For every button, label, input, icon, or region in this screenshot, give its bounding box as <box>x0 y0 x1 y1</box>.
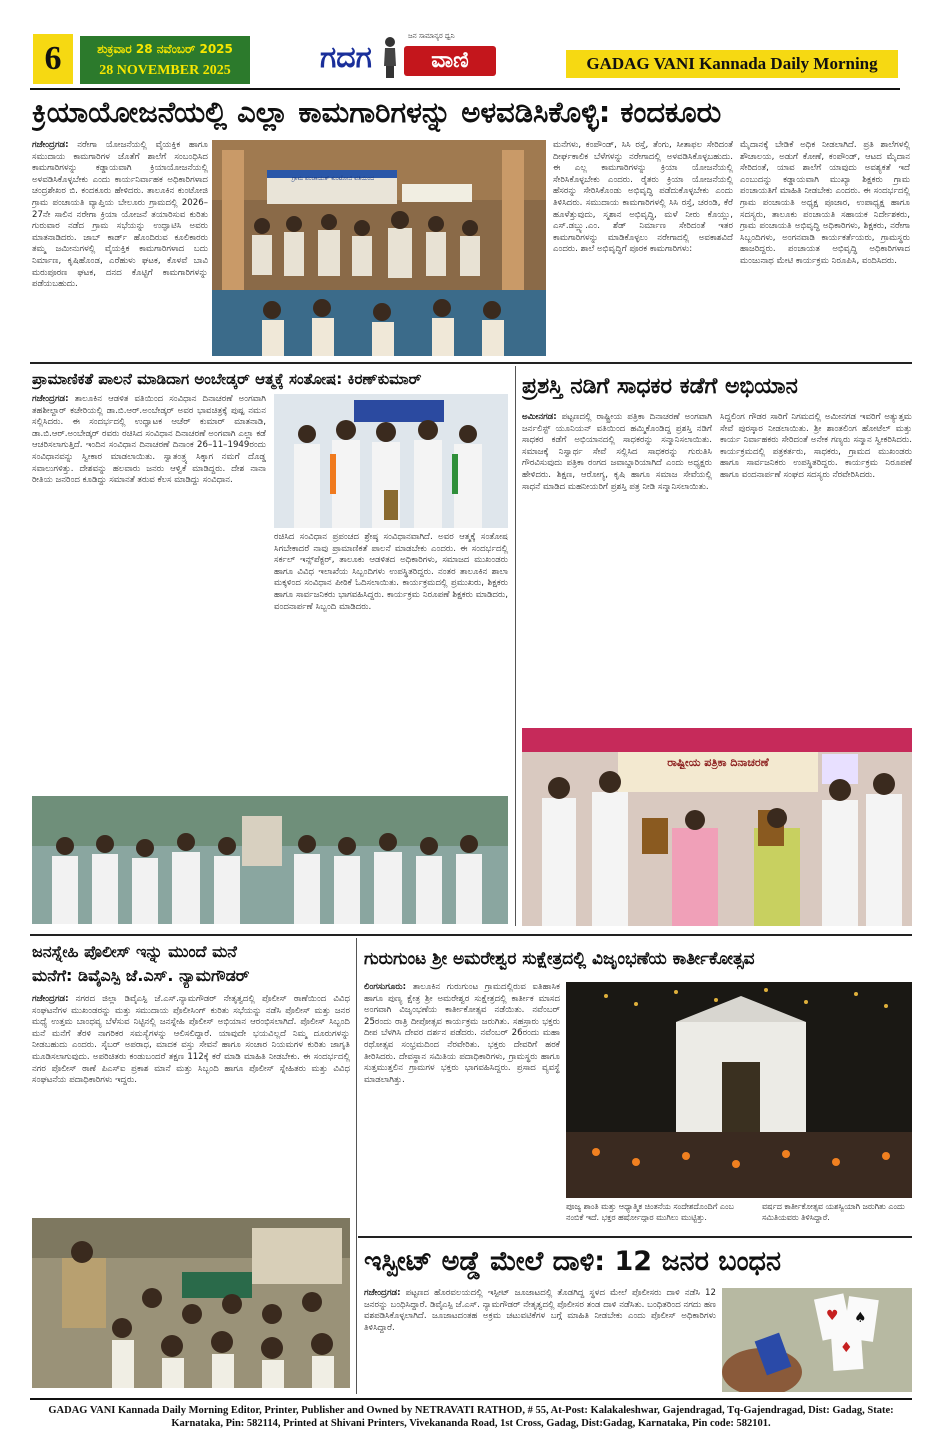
story5-headline: ಗುರುಗುಂಟ ಶ್ರೀ ಅಮರೇಶ್ವರ ಸುಕ್ಷೇತ್ರದಲ್ಲಿ ವಿಜೃಂಭಣೆಯ ಕಾರ್ತೀಕೋತ್ಸವ <box>364 949 755 969</box>
footer-line-1: GADAG VANI Kannada Daily Morning Editor, Printer, Publisher and Owned by NETRAVATI RATHOD, # 55, At-Post: Kalakaleshwar, Gajendragad, Tq-Gajendragad, Dist: Gadag, State: <box>48 1405 894 1416</box>
story2-column-1 <box>32 394 266 790</box>
story3-photo <box>522 728 912 926</box>
meeting-photo-illustration <box>212 140 546 356</box>
date-box <box>80 36 250 84</box>
statue-emblem-icon <box>378 34 402 78</box>
story2-photo-1 <box>274 394 508 528</box>
logo-tagline: ಜನ ಸಾಮಾನ್ಯರ ಧ್ವನಿ <box>408 32 455 40</box>
temple-festival-photo <box>566 982 912 1198</box>
story5-photo <box>566 982 912 1198</box>
story1-photo-banner: ಗ್ರಾಮ ಪಂಚಾಯತ್ ಕುಂಟೋಜಿ ವತಿಯಿಂದ <box>291 175 375 182</box>
footer-line-2: Karnataka, Pin: 582114, Printed at Shivani Printers, Vivekananda Road, 1st Cross, Gadag, Dist:Gadag, Karnataka, Pin code: 582101. <box>171 1418 771 1429</box>
logo-text-1: ಗದಗ <box>320 40 372 75</box>
story4-text: ನಗರದ ಜಿಲ್ಲಾ ಡಿವೈಎಸ್ಪಿ ಜೆ.ಎಸ್.ನ್ಯಾಮಗೌಡರ್ ನೇತೃತ್ವದಲ್ಲಿ ಪೊಲೀಸ್ ಠಾಣೆಯಿಂದ ವಿವಿಧ ಸಂಘಟನೆಗಳ ಮುಖಂಡರನ್ನು ಮತ್ತು ಸಮುದಾಯ ಪೊಲೀಸಿಂಗ್ ಕುರಿತು ಸಭೆಯನ್ನು ನಡೆಸಿ ಪೊಲೀಸ್ ಮತ್ತು ಜನರ ಮಧ್ಯೆ ಉತ್ತಮ ಬಾಂಧವ್ಯ ಬೆಳೆಸುವ ನಿಟ್ಟಿನಲ್ಲಿ ಜನಸ್ನೇಹಿ ಪೊಲೀಸ್ ಅಭಿಯಾನ ಆರಂಭಿಸಲಾಗಿದೆ. ಪೊಲೀಸ್ ಸಿಬ್ಬಂದಿ ಮನೆ ಮನೆಗೆ ತೆರಳಿ ನಾಗರಿಕರ ಸಮಸ್ಯೆಗಳನ್ನು ಆಲಿಸಲಿದ್ದಾರೆ. ಯಾವುದೇ ಭಯವಿಲ್ಲದೆ ನಿಮ್ಮ ದೂರುಗಳನ್ನು ನೀಡಬಹುದು ಎಂದರು. ಸೈಬರ್ ಅಪರಾಧ, ಮಾದಕ ವಸ್ತು ಸೇವನೆ ಹಾಗೂ ಸಂಚಾರ ನಿಯಮಗಳ ಕುರಿತು ಜಾಗೃತಿ ಮೂಡಿಸಲಾಗುವುದು. ಅಪರಿಚಿತರು ಕಂಡುಬಂದರೆ ತಕ್ಷಣ 112ಕ್ಕೆ ಕರೆ ಮಾಡಿ ಮಾಹಿತಿ ನೀಡಬೇಕು. ಈ ಸಂದರ್ಭದಲ್ಲಿ ನಗರ ಪೊಲೀಸ್ ಠಾಣೆ ಪಿಎಸ್ಐ ಪ್ರಕಾಶ ಮಾನೆ ಮತ್ತು ಸಿಬ್ಬಂದಿ ಹಾಗೂ ಪೊಲೀಸ್ ಸ್ನೇಹಿತರು ಮತ್ತು ವಿವಿಧ ಸಂಘಟನೆಯ ಪದಾಧಿಕಾರಿಗಳು ಇದ್ದರು. <box>32 994 350 1086</box>
story5-text: ತಾಲೂಕಿನ ಗುರುಗುಂಟ ಗ್ರಾಮದಲ್ಲಿರುವ ಐತಿಹಾಸಿಕ ಹಾಗೂ ಪುಣ್ಯ ಕ್ಷೇತ್ರ ಶ್ರೀ ಅಮರೇಶ್ವರ ಸುಕ್ಷೇತ್ರದಲ್ಲಿ ಕಾರ್ತೀಕ ಮಾಸದ ಅಂಗವಾಗಿ ವಿಜೃಂಭಣೆಯ ಕಾರ್ತೀಕೋತ್ಸವ ನಡೆಯಿತು. ನವೆಂಬರ್ 25ರಂದು ರಾತ್ರಿ ದೀಪೋತ್ಸವ ಕಾರ್ಯಕ್ರಮ ಜರುಗಿತು. ಸಹಸ್ರಾರು ಭಕ್ತರು ದೀಪ ಬೆಳಗಿಸಿ ದೇವರ ದರ್ಶನ ಪಡೆದರು. ನವೆಂಬರ್ 26ರಂದು ಮಹಾ ರಥೋತ್ಸವ ಸಂಭ್ರಮದಿಂದ ನೆರವೇರಿತು. ಭಕ್ತರು ದೇವರಿಗೆ ಹರಕೆ ತೀರಿಸಿದರು. ದೇವಸ್ಥಾನ ಸಮಿತಿಯ ಪದಾಧಿಕಾರಿಗಳು, ಗ್ರಾಮಸ್ಥರು ಹಾಗೂ ಸುತ್ತಮುತ್ತಲಿನ ಗ್ರಾಮಗಳ ಭಕ್ತರು ಭಾಗವಹಿಸಿದ್ದರು. ಪ್ರಸಾದ ವ್ಯವಸ್ಥೆ ಮಾಡಲಾಗಿತ್ತು. <box>364 982 560 1085</box>
story4-dateline: ಗಜೇಂದ್ರಗಡ: <box>32 994 69 1004</box>
police-meeting-photo <box>32 1218 350 1388</box>
story6-dateline: ಗಜೇಂದ್ರಗಡ: <box>364 1288 401 1298</box>
story5-body <box>364 982 560 1226</box>
story3-column-2: ಸಿದ್ದಲಿಂಗ ಗೌಡರ ಸಾರಿಗೆ ನಿಗಮದಲ್ಲಿ ಅಮೀನಗಡ ಇವರಿಗೆ ಅತ್ಯುತ್ತಮ ಸೇವೆ ಪುರಸ್ಕಾರ ನೀಡಲಾಯಿತು. ಶ್ರೀ ಶಾಂತಲಿಂಗ ಹೋಟೆಲ್ ಮತ್ತು ಕಾರ್ಯ ನಿರ್ವಾಹಕರು ಸೇರಿದಂತೆ ಅನೇಕ ಗಣ್ಯರು ಸನ್ಮಾನ ಸ್ವೀಕರಿಸಿದರು. ಕಾರ್ಯಕ್ರಮದಲ್ಲಿ ಪತ್ರಕರ್ತರು, ಸಾಧಕರು, ಗ್ರಾಮದ ಮುಖಂಡರು ಹಾಗೂ ಸಾರ್ವಜನಿಕರು ಉಪಸ್ಥಿತರಿದ್ದರು. ಕಾರ್ಯಕ್ರಮ ನಿರೂಪಣೆ ಹಾಗೂ ವಂದನಾರ್ಪಣೆ ಸಂಘದ ಸದಸ್ಯರು ನೆರವೇರಿಸಿದರು. <box>720 412 912 480</box>
story5-caption-left: ಪೂಜ್ಯ ಶಾಂತಿ ಮತ್ತು ಆಧ್ಯಾತ್ಮಿಕ ಚಿಂತನೆಯ ಸಂದೇಶದೊಂದಿಗೆ ಎಂಬ ನಂಬಿಕೆ ಇದೆ. ಭಕ್ತರ ಹರ್ಷೋದ್ಗಾರ ಮುಗಿಲು ಮುಟ್ಟಿತ್ತು. <box>566 1202 734 1222</box>
section-rule-1 <box>30 362 912 364</box>
section-rule-2 <box>30 934 912 936</box>
story1-photo <box>212 140 546 356</box>
story2-text-1: ತಾಲೂಕಿನ ಆಡಳಿತ ವತಿಯಿಂದ ಸಂವಿಧಾನ ದಿನಾಚರಣೆ ಅಂಗವಾಗಿ ತಹಶೀಲ್ದಾರ್ ಕಚೇರಿಯಲ್ಲಿ ಡಾ.ಬಿ.ಆರ್.ಅಂಬೇಡ್ಕರ್ ಅವರ ಭಾವಚಿತ್ರಕ್ಕೆ ಪುಷ್ಪ ನಮನ ಸಲ್ಲಿಸಿದರು. ಈ ಸಂದರ್ಭದಲ್ಲಿ ಉದ್ಘಾಟಕ ಆಚೆರ್ ಕುಮಾರ್ ಮಾತನಾಡಿ, ಡಾ.ಬಿ.ಆರ್.ಅಂಬೇಡ್ಕರ್ ರವರು ರಚಿಸಿದ ಸಂವಿಧಾನ ದಿನಾಚರಣೆ ಅಂಗವಾಗಿ ಎಲ್ಲಾ ಕಡೆ ಆಚರಿಸಲಾಗುತ್ತಿದೆ. ಇಂದಿನ ಸಂವಿಧಾನ ದಿನಾಚರಣೆ ದಿನಾಂಕ 26–11–1949ರಂದು ಸಂವಿಧಾನವನ್ನು ಸ್ವೀಕಾರ ಮಾಡಲಾಯಿತು. ಸ್ವಾತಂತ್ರ್ಯ ಸಿಕ್ಕಾಗ ನಮಗೆ ದೊಡ್ಡ ಸವಾಲುಗಳಿತ್ತು. ದೇಶವನ್ನು ಹಲವಾರು ಜನರು ಆಳ್ವಿಕೆ ಮಾಡಿದ್ದರು. ದೇಶ ನಾನಾ ರೀತಿಯ ಜನರಿಂದ ಕೂಡಿದ್ದು ಸಮಾನತೆ ತರುವ ಕೆಲಸ ಮಾಡಿದ್ದು ಸಂವಿಧಾನ. <box>32 394 266 486</box>
story3-text-1: ಪಟ್ಟಣದಲ್ಲಿ ರಾಷ್ಟ್ರೀಯ ಪತ್ರಿಕಾ ದಿನಾಚರಣೆ ಅಂಗವಾಗಿ ಜರ್ನಲಿಸ್ಟ್ ಯೂನಿಯನ್ ವತಿಯಿಂದ ಹಮ್ಮಿಕೊಂಡಿದ್ದ ಪ್ರಶಸ್ತಿ ನಡಿಗೆ ಸಾಧಕರ ಕಡೆಗೆ ಅಭಿಯಾನದಲ್ಲಿ ಸಾಧಕರನ್ನು ಸನ್ಮಾನಿಸಲಾಯಿತು. ಸಮಾಜಕ್ಕೆ ನಿಸ್ವಾರ್ಥ ಸೇವೆ ಸಲ್ಲಿಸಿದ ಸಾಧಕರನ್ನು ಗುರುತಿಸಿ ಗೌರವಿಸುವುದು ಪತ್ರಿಕಾ ರಂಗದ ಜವಾಬ್ದಾರಿಯಾಗಿದೆ ಎಂದು ಅಧ್ಯಕ್ಷರು ಹೇಳಿದರು. ಶಿಕ್ಷಣ, ಆರೋಗ್ಯ, ಕೃಷಿ ಹಾಗೂ ಸಮಾಜ ಸೇವೆಯಲ್ಲಿ ಸಾಧನೆ ಮಾಡಿದ ಮಹನೀಯರಿಗೆ ಪ್ರಶಸ್ತಿ ಪತ್ರ ನೀಡಿ ಸನ್ಮಾನಿಸಲಾಯಿತು. <box>522 412 712 492</box>
svg-text:♦: ♦ <box>840 1340 853 1356</box>
story3-headline: ಪ್ರಶಸ್ತಿ ನಡಿಗೆ ಸಾಧಕರ ಕಡೆಗೆ ಅಭಿಯಾನ <box>522 374 798 399</box>
story5-dateline: ಲಿಂಗಸುಗೂರು: <box>364 982 407 992</box>
story2-dateline: ಗಜೇಂದ್ರಗಡ: <box>32 394 69 404</box>
column-divider-1 <box>515 366 516 926</box>
story1-column-2: ಮನೆಗಳು, ಕಂಪೌಂಡ್, ಸಿಸಿ ರಸ್ತೆ, ತೆಂಗು, ಸೀತಾಫಲ ಸೇರಿದಂತೆ ದೀರ್ಘಕಾಲಿಕ ಬೆಳೆಗಳನ್ನು ನರೇಗಾದಲ್ಲಿ ಅಳವಡಿಸಿಕೊಳ್ಳಬಹುದು. ಈ ಎಲ್ಲ ಕಾಮಗಾರಿಗಳನ್ನು ಕ್ರಿಯಾ ಯೋಜನೆಯಲ್ಲಿ ಸೇರಿಸಿಕೊಳ್ಳಬೇಕು ಎಂದರು. ರೈತರು ಕ್ರಿಯಾ ಯೋಜನೆಯಲ್ಲಿ ಹೆಸರನ್ನು ಸೇರಿಸಿಕೊಂಡು ಅಭಿವೃದ್ಧಿ ಪಡೆದುಕೊಳ್ಳಬೇಕು ಎಂದು ತಿಳಿಸಿದರು. ಸಮುದಾಯ ಕಾಮಗಾರಿಗಳಲ್ಲಿ ಸಿಸಿ ರಸ್ತೆ, ಚರಂಡಿ, ಕೆರೆ ಹೂಳೆತ್ತುವುದು, ಸ್ಮಶಾನ ಅಭಿವೃದ್ಧಿ, ಮಳೆ ನೀರು ಕೊಯ್ಲು, ಎಸ್.ಡಬ್ಲ್ಯು.ಎಂ. ಶೆಡ್ ನಿರ್ಮಾಣ ಸೇರಿದಂತೆ ಇತರ ಕಾಮಗಾರಿಗಳನ್ನು ಮಾಡಿಕೊಳ್ಳಲು ನರೇಗಾದಲ್ಲಿ ಅವಕಾಶವಿದೆ ಎಂದರು. ಶಾಲೆ ಅಭಿವೃದ್ಧಿಗೆ ಪೂರಕ ಕಾಮಗಾರಿಗಳು: <box>553 140 733 255</box>
logo-text-2: ವಾಣಿ <box>404 46 496 76</box>
story1-column-3: ಮೈದಾನಕ್ಕೆ ಬೇಡಿಕೆ ಅಧಿಕ ನೀಡಲಾಗಿದೆ. ಪ್ರತಿ ಶಾಲೆಗಳಲ್ಲಿ ಶೌಚಾಲಯ, ಅಡುಗೆ ಕೋಣೆ, ಕಂಪೌಂಡ್, ಆಟದ ಮೈದಾನ ಸೇರಿದಂತೆ, ಯಾವ ಶಾಲೆಗೆ ಯಾವುದು ಅವಶ್ಯಕತೆ ಇದೆ ಎಂಬುದನ್ನು ಕಡ್ಡಾಯವಾಗಿ ಮುಖ್ಯಾ ಶಿಕ್ಷಕರು ಗ್ರಾಮ ಪಂಚಾಯತಿಗೆ ಮಾಹಿತಿ ನೀಡಬೇಕು ಎಂದರು. ಈ ಸಂದರ್ಭದಲ್ಲಿ ಗ್ರಾಮ ಪಂಚಾಯತಿ ಅಧ್ಯಕ್ಷ ಪೂಜಾರ, ಉಪಾಧ್ಯಕ್ಷ ಹಾಗೂ ಸದಸ್ಯರು, ತಾಲೂಕು ಪಂಚಾಯತಿ ಸಹಾಯಕ ನಿರ್ದೇಶಕರು, ಗ್ರಾಮ ಪಂಚಾಯತಿ ಅಭಿವೃದ್ಧಿ ಅಧಿಕಾರಿಗಳು, ಶಿಕ್ಷಕರು, ನರೇಗಾ ಸಿಬ್ಬಂದಿಗಳು, ಅಂಗನವಾಡಿ ಕಾರ್ಯಕರ್ತೆಯರು, ಗ್ರಾಮಸ್ಥರು ಹಾಜರಿದ್ದರು. ಪಂಚಾಯತ ಅಭಿವೃದ್ಧಿ ಅಧಿಕಾರಿಗಳಾದ ಮಂಜುನಾಥ ಮೇಟಿ ಕಾರ್ಯಕ್ರಮ ನಿರೂಪಿಸಿ, ವಂದಿಸಿದರು. <box>740 140 910 266</box>
masthead <box>0 0 945 88</box>
story1-dateline: ಗಜೇಂದ್ರಗಡ: <box>32 140 69 150</box>
paper-name: GADAG VANI Kannada Daily Morning <box>566 50 898 78</box>
story4-photo <box>32 1218 350 1388</box>
svg-text:♠: ♠ <box>854 1310 867 1326</box>
story6-body <box>364 1288 716 1392</box>
story6-photo <box>722 1288 912 1392</box>
story6-headline: ಇಸ್ಪೀಟ್ ಅಡ್ಡೆ ಮೇಲೆ ದಾಳಿ: 12 ಜನರ ಬಂಧನ <box>364 1246 781 1277</box>
story3-column-1 <box>522 412 712 724</box>
svg-text:♥: ♥ <box>826 1308 839 1324</box>
section-rule-3 <box>358 1236 912 1238</box>
playing-cards-photo <box>722 1288 912 1392</box>
story1-column-1 <box>32 140 208 352</box>
story2-headline: ಪ್ರಾಮಾಣಿಕತೆ ಪಾಲನೆ ಮಾಡಿದಾಗ ಅಂಬೇಡ್ಕರ್ ಆತ್ಮಕ್ಕೆ ಸಂತೋಷ: ಕಿರಣ್‌ಕುಮಾರ್ <box>32 370 422 388</box>
group-photo <box>32 796 508 924</box>
story6-text: ಪಟ್ಟಣದ ಹೊರವಲಯದಲ್ಲಿ ಇಸ್ಪೀಟ್ ಜೂಜಾಟದಲ್ಲಿ ತೊಡಗಿದ್ದ ಸ್ಥಳದ ಮೇಲೆ ಪೊಲೀಸರು ದಾಳಿ ನಡೆಸಿ 12 ಜನರನ್ನು ಬಂಧಿಸಿದ್ದಾರೆ. ಡಿವೈಎಸ್ಪಿ ಜೆ.ಎಸ್. ನ್ಯಾಮಗೌಡರ್ ನೇತೃತ್ವದಲ್ಲಿ ಪೊಲೀಸರ ತಂಡ ದಾಳಿ ನಡೆಸಿತು. ಬಂಧಿತರಿಂದ ನಗದು ಹಣ ವಶಪಡಿಸಿಕೊಳ್ಳಲಾಗಿದೆ. ಜೂಜಾಟದಂತಹ ಅಕ್ರಮ ಚಟುವಟಿಕೆಗಳ ಬಗ್ಗೆ ಮಾಹಿತಿ ನೀಡಬೇಕು ಎಂದು ಪೊಲೀಸ್ ಅಧಿಕಾರಿಗಳು ತಿಳಿಸಿದ್ದಾರೆ. <box>364 1288 716 1333</box>
story1-headline: ಕ್ರಿಯಾಯೋಜನೆಯಲ್ಲಿ ಎಲ್ಲಾ ಕಾಮಗಾರಿಗಳನ್ನು ಅಳವಡಿಸಿಕೊಳ್ಳಿ: ಕಂದಕೂರು <box>32 95 722 129</box>
story2-column-2: ರಚಿಸಿದ ಸಂವಿಧಾನ ಪ್ರಪಂಚದ ಶ್ರೇಷ್ಠ ಸಂವಿಧಾನವಾಗಿದೆ. ಅವರ ಆತ್ಮಕ್ಕೆ ಸಂತೋಷ ಸಿಗಬೇಕಾದರೆ ನಾವು ಪ್ರಾಮಾಣಿಕತೆ ಪಾಲನೆ ಮಾಡಬೇಕು ಎಂದರು. ಈ ಸಂದರ್ಭದಲ್ಲಿ ಸರ್ಕಲ್ ಇನ್ಸ್‌ಪೆಕ್ಟರ್, ತಾಲೂಕು ಆಡಳಿತದ ಅಧಿಕಾರಿಗಳು, ಸಮಾಜದ ಮುಖಂಡರು ಹಾಗೂ ವಿವಿಧ ಇಲಾಖೆಯ ಸಿಬ್ಬಂದಿಗಳು ಉಪಸ್ಥಿತರಿದ್ದರು. ನಂತರ ತಾಲೂಕಿನ ಶಾಲಾ ಮಕ್ಕಳಿಂದ ಸಂವಿಧಾನ ಪೀಠಿಕೆ ಓದಿಸಲಾಯಿತು. ಕಾರ್ಯಕ್ರಮದಲ್ಲಿ ಪ್ರಮುಖರು, ಶಿಕ್ಷಕರು ಹಾಗೂ ಸಾರ್ವಜನಿಕರು ಭಾಗವಹಿಸಿದ್ದರು. ಕಾರ್ಯಕ್ರಮ ನಿರೂಪಣೆ ಶಿಕ್ಷಕರು ಮಾಡಿದರು, ವಂದನಾರ್ಪಣೆ ಸಿಬ್ಬಂದಿ ಮಾಡಿದರು. <box>274 532 508 612</box>
footer-rule <box>30 1398 912 1400</box>
date-kannada: ಶುಕ್ರವಾರ 28 ನವೆಂಬರ್ 2025 <box>97 42 233 56</box>
constitution-day-photo <box>274 394 508 528</box>
story4-headline-line-1: ಜನಸ್ನೇಹಿ ಪೊಲೀಸ್ ಇನ್ನು ಮುಂದೆ ಮನೆ <box>32 942 237 961</box>
newspaper-logo <box>320 32 500 88</box>
date-english: 28 NOVEMBER 2025 <box>99 63 231 78</box>
story3-banner: ರಾಷ್ಟ್ರೀಯ ಪತ್ರಿಕಾ ದಿನಾಚರಣೆ <box>667 758 769 769</box>
story3-dateline: ಅಮೀನಗಡ: <box>522 412 557 422</box>
footer-imprint <box>30 1404 912 1430</box>
page-number: 6 <box>33 34 73 84</box>
masthead-rule <box>30 88 900 90</box>
story1-text-1: ನರೇಗಾ ಯೋಜನೆಯಲ್ಲಿ ವೈಯಕ್ತಿಕ ಹಾಗೂ ಸಮುದಾಯ ಕಾಮಗಾರಿಗಳ ಜೊತೆಗೆ ಶಾಲೆಗೆ ಸಂಬಂಧಿಸಿದ ಕಾಮಗಾರಿಗಳನ್ನು ಕಡ್ಡಾಯವಾಗಿ ಕ್ರಿಯಾಯೋಜನೆಯಲ್ಲಿ ಅಳವಡಿಸಿಕೊಳ್ಳಬೇಕು ಎಂದು ಕಾರ್ಯನಿರ್ವಾಹಕ ಅಧಿಕಾರಿಗಳಾದ ಚಂದ್ರಶೇಖರ ಬಿ. ಕಂದಕೂರು ಹೇಳಿದರು. ತಾಲೂಕಿನ ಕುಂಟೋಜಿ ಗ್ರಾಮ ಪಂಚಾಯತಿ ವ್ಯಾಪ್ತಿಯ ಬೇಲೂರು ಗ್ರಾಮದಲ್ಲಿ 2026–27ನೇ ಸಾಲಿನ ನರೇಗಾ ಕ್ರಿಯಾ ಯೋಜನೆ ತಯಾರಿಸುವ ಕುರಿತು ಗುರುವಾರ ನಡೆದ ಗ್ರಾಮ ಸಭೆಯನ್ನು ಉದ್ಘಾಟಿಸಿ ಅವರು ಮಾತನಾಡಿದರು. ಜಾಬ್ ಕಾರ್ಡ್ ಹೊಂದಿರುವ ಕೂಲಿಕಾರರು ತಮ್ಮ ಜಮೀನುಗಳಲ್ಲಿ ವೈಯಕ್ತಿಕ ಕಾಮಗಾರಿಗಳಾದ ಬದು ನಿರ್ಮಾಣ, ಕೃಷಿಹೊಂಡ, ಎರೆಹುಳು ಘಟಕ, ಕೊಳವೆ ಬಾವಿ ಮರುಪೂರಣ ಘಟಕ, ದನದ ಕೊಟ್ಟಿಗೆ ಕಾಮಗಾರಿಗಳನ್ನು ಪಡೆಯಬಹುದು. <box>32 140 208 290</box>
column-divider-2 <box>356 938 357 1394</box>
story4-headline-line-2: ಮನೆಗೆ: ಡಿವೈಎಸ್ಪಿ ಜೆ.ಎಸ್. ನ್ಯಾಮಗೌಡರ್ <box>32 966 250 985</box>
story4-body <box>32 994 350 1212</box>
story5-caption-right: ವರ್ಷದ ಕಾರ್ತೀಕೋತ್ಸವ ಯಶಸ್ವಿಯಾಗಿ ಜರುಗಿತು ಎಂದು ಸಮಿತಿಯವರು ತಿಳಿಸಿದ್ದಾರೆ. <box>762 1202 905 1222</box>
story2-photo-2 <box>32 796 508 924</box>
